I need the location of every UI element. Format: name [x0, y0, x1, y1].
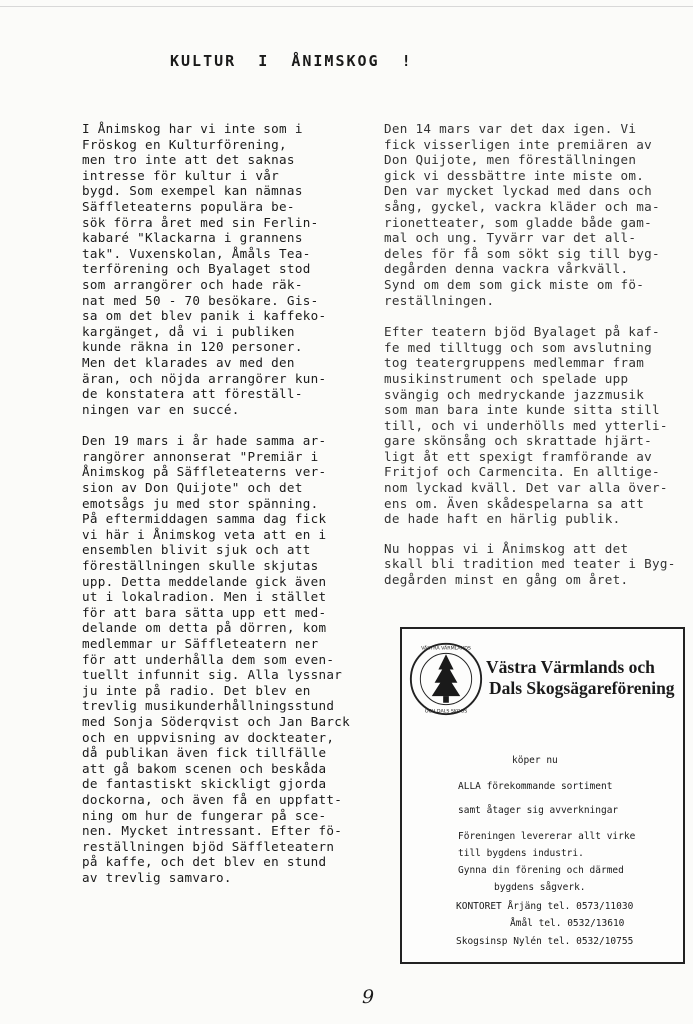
page-title: KULTUR I ÅNIMSKOG ! — [170, 52, 413, 70]
ad-line: till bygdens industri. — [458, 848, 584, 859]
top-rule — [0, 6, 693, 7]
left-column — [82, 121, 382, 902]
article-paragraph: Efter teatern bjöd Byalaget på kaf- fe med tilltugg och som avslutning tog teatergruppens medlemmar fram musikinstrument och spelade upp svängig och medryckande jazzmusik som man bara inte kunde sitta still till, och vi underhölls med ytterli- gare skönsång och skrattade hjärt- ligt åt ett spexigt framförande av Fritjof och Carmencita. En alltige- nom lyckad kväll. Det var alla över- ens om. Även skådespelarna sa att de hade haft en härlig publik. — [384, 324, 668, 527]
svg-text:VÄSTRA VÄRMLANDS: VÄSTRA VÄRMLANDS — [421, 646, 471, 652]
organization-name — [486, 657, 686, 699]
svg-text:OCH DALS SKOGS: OCH DALS SKOGS — [424, 709, 468, 715]
ad-line: samt åtager sig avverkningar — [458, 805, 619, 816]
ad-line: Skogsinsp Nylén tel. 0532/10755 — [456, 936, 634, 947]
tree-seal-icon — [408, 641, 484, 717]
organization-name-line1: Västra Värmlands och — [486, 657, 655, 677]
ad-line: Föreningen levererar allt virke — [458, 831, 636, 842]
page-number: 9 — [362, 986, 375, 1008]
organization-name-line2: Dals Skogsägareförening — [489, 678, 675, 698]
ad-line: bygdens sågverk. — [494, 882, 586, 893]
ad-line: KONTORET Årjäng tel. 0573/11030 — [456, 901, 634, 912]
ad-line: köper nu — [512, 755, 558, 766]
article-paragraph: Nu hoppas vi i Ånimskog att det skall bli tradition med teater i Byg- degården minst en gång om året. — [384, 540, 676, 588]
article-paragraph: I Ånimskog har vi inte som i Fröskog en Kulturförening, men tro inte att det saknas intresse för kultur i vår bygd. Som exempel kan nämnas Säffleteaterns populära be- sök förra året med sin Ferlin- kabaré "Klackarna i grannens tak". Vuxenskolan, Åmåls Tea- terförening och Byalaget stod som arrangörer och hade räk- nat med 50 - 70 besökare. Gis- sa om det blev panik i kaffeko- kargänget, då vi i publiken kunde räkna in 120 personer. Men det klarades av med den äran, och nöjda arrangörer kun- de konstatera att föreställ- ningen var en succé. — [82, 121, 327, 417]
ad-line: Åmål tel. 0532/13610 — [510, 918, 625, 929]
article-paragraph: Den 19 mars i år hade samma ar- rangörer annonserat "Premiär i Ånimskog på Säffleteaterns ver- sion av Don Quijote" och det emotsågs ju med stor spänning. På eftermiddagen samma dag fick vi här i Ånimskog veta att en i ensemblen blivit sjuk och att föreställningen skulle skjutas upp. Detta meddelande gick även ut i lokalradion. Men i stället för att bara sätta upp ett med- delande om detta på dörren, kom medlemmar ur Säffleteatern ner för att underhålla dem som even- tuellt infunnit sig. Alla lyssnar ju inte på radio. Det blev en trevlig musikunderhållningsstund med Sonja Söderqvist och Jan Barck och en uppvisning av dockteater, då publikan även fick tillfälle att gå bakom scenen och beskåda de fantastiskt skickligt gjorda dockorna, och även få en uppfatt- ning om hur de fungerar på sce- nen. Mycket intressant. Efter fö- reställningen bjöd Säffleteatern på kaffe, och det blev en stund av trevlig samvaro. — [82, 433, 350, 885]
ad-line: Gynna din förening och därmed — [458, 865, 624, 876]
forest-owners-advertisement — [400, 627, 685, 964]
ad-line: ALLA förekommande sortiment — [458, 781, 613, 792]
article-paragraph: Den 14 mars var det dax igen. Vi fick visserligen inte premiären av Don Quijote, men föreställningen gick vi dessbättre inte miste om. Den var mycket lyckad med dans och sång, gyckel, vackra kläder och ma- rionetteater, som gladde både gam- mal och ung. Tyvärr var det all- deles för få som sökt sig till byg- degården denna vackra vårkväll. Synd om dem som gick miste om fö- reställningen. — [384, 121, 660, 308]
right-column — [384, 121, 690, 604]
